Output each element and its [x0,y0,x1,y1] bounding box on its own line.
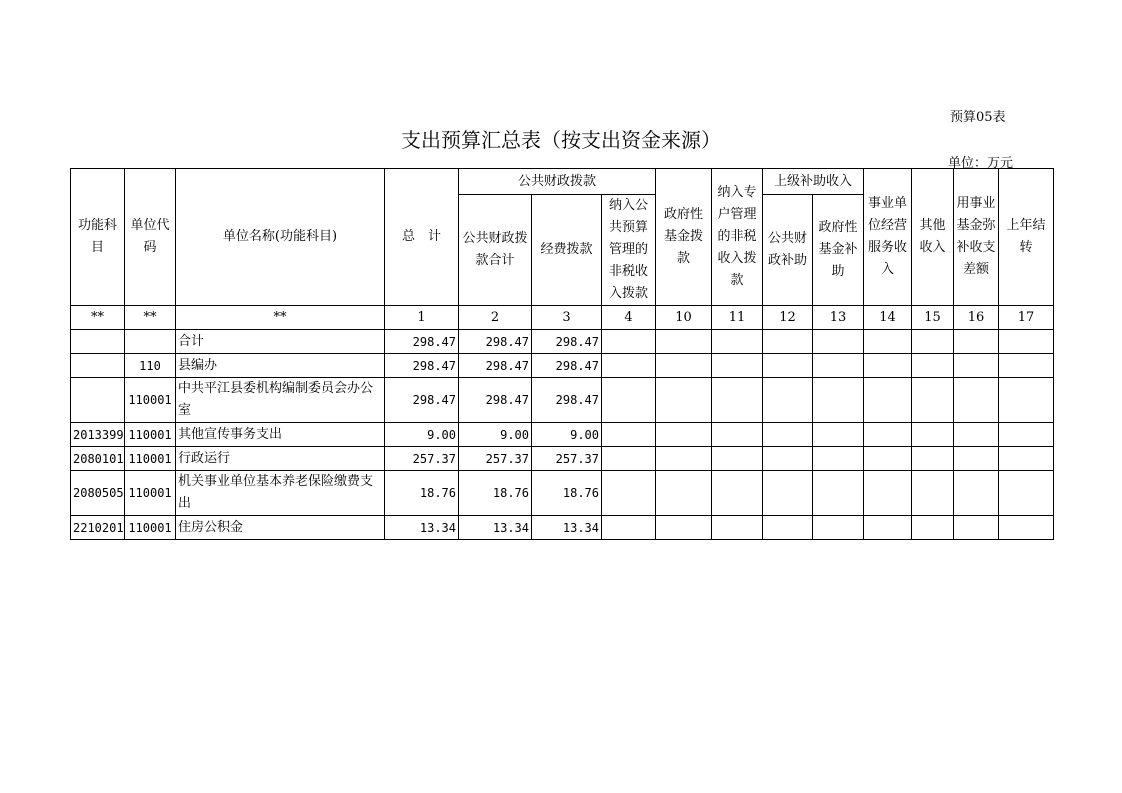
cell-empty [864,378,912,423]
cell-empty [999,354,1054,378]
index-cell: 15 [912,306,954,330]
cell-empty [954,330,999,354]
cell-empty [954,378,999,423]
cell-expense-alloc: 298.47 [532,378,602,423]
cell-empty [656,516,712,540]
cell-expense-alloc: 9.00 [532,423,602,447]
cell-empty [954,354,999,378]
cell-unit-code: 110001 [125,471,176,516]
cell-public-total: 18.76 [459,471,532,516]
page-title: 支出预算汇总表（按支出资金来源） [401,128,721,152]
index-cell: 2 [459,306,532,330]
cell-empty [656,378,712,423]
header-unit-name: 单位名称(功能科目) [176,169,385,306]
cell-empty [912,423,954,447]
index-cell: ** [176,306,385,330]
table-row [71,354,1054,378]
cell-empty [954,516,999,540]
cell-unit-code [125,330,176,354]
cell-unit-name: 行政运行 [176,447,385,471]
cell-empty [602,516,656,540]
cell-empty [763,516,813,540]
cell-empty [813,516,864,540]
index-cell: 14 [864,306,912,330]
cell-empty [912,378,954,423]
table-row [71,330,1054,354]
cell-empty [864,354,912,378]
cell-empty [999,423,1054,447]
cell-empty [712,423,763,447]
header-last-year: 上年结转 [999,169,1054,306]
cell-empty [656,330,712,354]
cell-empty [656,471,712,516]
cell-unit-name: 其他宣传事务支出 [176,423,385,447]
cell-empty [813,378,864,423]
cell-func-subject [71,354,125,378]
cell-total: 9.00 [385,423,459,447]
header-gov-fund: 政府性基金拨款 [656,169,712,306]
table-row [71,447,1054,471]
cell-total: 13.34 [385,516,459,540]
table-header [71,169,1054,330]
index-cell: ** [71,306,125,330]
cell-empty [712,471,763,516]
cell-empty [864,516,912,540]
cell-func-subject: 2013399 [71,423,125,447]
header-other-income: 其他收入 [912,169,954,306]
unit-label: 单位：万元 [948,156,1014,171]
cell-empty [763,354,813,378]
cell-empty [954,471,999,516]
cell-func-subject: 2080505 [71,471,125,516]
table-row [71,516,1054,540]
cell-unit-name: 县编办 [176,354,385,378]
cell-empty [954,423,999,447]
cell-public-total: 9.00 [459,423,532,447]
cell-expense-alloc: 298.47 [532,354,602,378]
cell-empty [712,354,763,378]
index-cell: 3 [532,306,602,330]
cell-empty [813,354,864,378]
cell-empty [864,471,912,516]
index-cell: 10 [656,306,712,330]
cell-empty [813,330,864,354]
table-body [71,330,1054,540]
cell-empty [999,378,1054,423]
cell-func-subject: 2080101 [71,447,125,471]
budget-table [70,168,1054,540]
cell-empty [912,354,954,378]
index-cell: 13 [813,306,864,330]
header-func-subject: 功能科目 [71,169,125,306]
cell-empty [864,447,912,471]
header-business-income: 事业单位经营服务收入 [864,169,912,306]
cell-unit-name: 合计 [176,330,385,354]
cell-empty [999,516,1054,540]
cell-expense-alloc: 257.37 [532,447,602,471]
cell-unit-name: 住房公积金 [176,516,385,540]
cell-total: 298.47 [385,354,459,378]
cell-public-total: 298.47 [459,378,532,423]
cell-unit-code: 110 [125,354,176,378]
cell-empty [954,447,999,471]
cell-unit-name: 中共平江县委机构编制委员会办公室 [176,378,385,423]
cell-expense-alloc: 298.47 [532,330,602,354]
cell-empty [864,330,912,354]
cell-unit-name: 机关事业单位基本养老保险缴费支出 [176,471,385,516]
cell-empty [813,471,864,516]
cell-total: 18.76 [385,471,459,516]
header-public-group: 公共财政拨款 [459,169,656,195]
cell-func-subject [71,330,125,354]
cell-empty [763,378,813,423]
header-unit-code: 单位代码 [125,169,176,306]
cell-empty [602,378,656,423]
cell-empty [912,330,954,354]
cell-empty [763,447,813,471]
cell-public-total: 13.34 [459,516,532,540]
cell-total: 257.37 [385,447,459,471]
cell-empty [813,447,864,471]
form-number: 预算05表 [950,110,1006,125]
header-special-non-tax: 纳入专户管理的非税收入拨款 [712,169,763,306]
cell-empty [763,423,813,447]
cell-empty [912,516,954,540]
index-cell: 11 [712,306,763,330]
cell-empty [712,330,763,354]
index-cell: 4 [602,306,656,330]
cell-empty [763,471,813,516]
cell-empty [602,471,656,516]
cell-empty [999,447,1054,471]
cell-empty [712,378,763,423]
index-cell: 1 [385,306,459,330]
header-total: 总 计 [385,169,459,306]
header-fund-gap: 用事业基金弥补收支差额 [954,169,999,306]
cell-empty [602,354,656,378]
index-cell: ** [125,306,176,330]
header-public-subsidy: 公共财政补助 [763,195,813,306]
cell-public-total: 257.37 [459,447,532,471]
header-public-total: 公共财政拨款合计 [459,195,532,306]
cell-empty [912,471,954,516]
cell-public-total: 298.47 [459,354,532,378]
cell-empty [712,447,763,471]
cell-empty [602,330,656,354]
cell-empty [656,423,712,447]
cell-empty [656,354,712,378]
table-row [71,423,1054,447]
table-row [71,471,1054,516]
index-cell: 16 [954,306,999,330]
cell-empty [602,447,656,471]
cell-func-subject: 2210201 [71,516,125,540]
cell-unit-code: 110001 [125,378,176,423]
index-row [71,306,1054,330]
cell-total: 298.47 [385,330,459,354]
cell-empty [864,423,912,447]
cell-empty [602,423,656,447]
cell-unit-code: 110001 [125,423,176,447]
cell-unit-code: 110001 [125,447,176,471]
cell-total: 298.47 [385,378,459,423]
cell-empty [656,447,712,471]
cell-expense-alloc: 18.76 [532,471,602,516]
cell-empty [712,516,763,540]
index-cell: 17 [999,306,1054,330]
cell-empty [763,330,813,354]
header-non-tax-budget: 纳入公共预算管理的非税收入拨款 [602,195,656,306]
header-expense-alloc: 经费拨款 [532,195,602,306]
cell-public-total: 298.47 [459,330,532,354]
cell-unit-code: 110001 [125,516,176,540]
header-gov-fund-subsidy: 政府性基金补助 [813,195,864,306]
table-row [71,378,1054,423]
cell-empty [912,447,954,471]
cell-empty [999,330,1054,354]
cell-empty [813,423,864,447]
cell-func-subject [71,378,125,423]
index-cell: 12 [763,306,813,330]
cell-empty [999,471,1054,516]
header-superior-group: 上级补助收入 [763,169,864,195]
cell-expense-alloc: 13.34 [532,516,602,540]
